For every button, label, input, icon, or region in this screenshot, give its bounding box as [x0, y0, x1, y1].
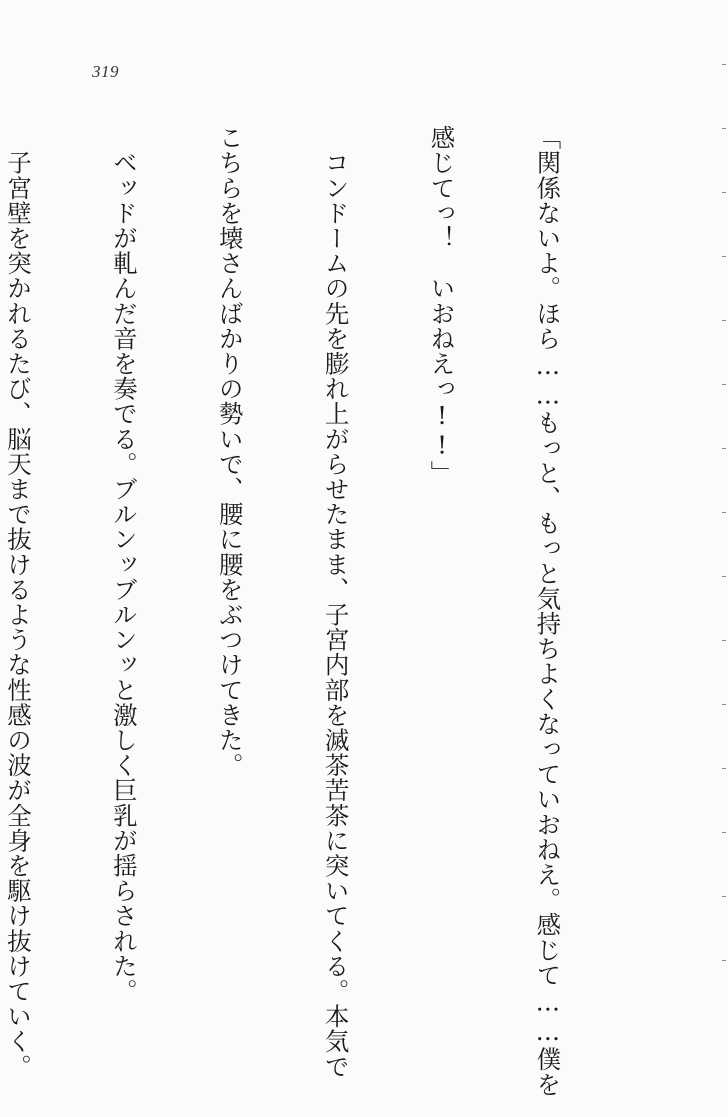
text-line: コンドームの先を膨れ上がらせたまま、子宮内部を滅茶苦茶に突いてくる。本気で — [321, 125, 351, 1079]
page-number: 319 — [92, 62, 119, 81]
text-line: 子宮壁を突かれるたび、脳天まで抜けるような性感の波が全身を駆け抜けていく。 — [3, 125, 33, 1079]
text-line: 「関係ないよ。ほら……もっと、もっと気持ちよくなっていおねえ。感じて……僕を — [533, 125, 563, 1097]
vertical-text-body — [3, 125, 636, 1097]
text-line: こちらを壊さんばかりの勢いで、腰に腰をぶつけてきた。 — [215, 125, 245, 778]
text-line: ベッドが軋んだ音を奏でる。ブルンッブルンッと激しく巨乳が揺らされた。 — [109, 125, 139, 1004]
text-line: 感じてっ！ いおねえっ!!」 — [427, 125, 457, 486]
page-edge-marks — [718, 0, 728, 1050]
